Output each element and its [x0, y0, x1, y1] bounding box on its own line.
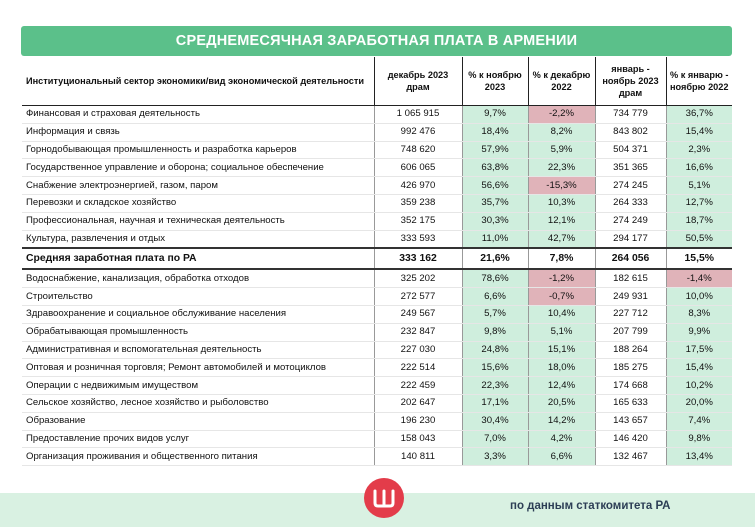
pct-nov-2023: 7,0% — [462, 430, 528, 448]
pct-nov-2023: 30,3% — [462, 212, 528, 230]
jan-nov-2023-value: 188 264 — [595, 341, 666, 359]
sector-name: Государственное управление и оборона; социальное обеспечение — [22, 159, 374, 177]
dec-2023-value: 426 970 — [374, 177, 462, 195]
pct-nov-2023: 6,6% — [462, 288, 528, 306]
dec-2023-value: 272 577 — [374, 288, 462, 306]
table-row — [22, 341, 732, 359]
pct-jan-nov-2022: 5,1% — [666, 177, 732, 195]
pct-dec-2022: 18,0% — [528, 359, 595, 377]
table-header-row — [22, 57, 732, 106]
dec-2023-value: 992 476 — [374, 123, 462, 141]
pct-jan-nov-2022: 15,4% — [666, 359, 732, 377]
table-row — [22, 194, 732, 212]
sector-name: Водоснабжение, канализация, обработка отходов — [22, 269, 374, 287]
jan-nov-2023-value: 264 056 — [595, 248, 666, 269]
column-header-sector: Институциональный сектор экономики/вид экономической деятельности — [22, 57, 374, 106]
pct-jan-nov-2022: -1,4% — [666, 269, 732, 287]
pct-jan-nov-2022: 10,2% — [666, 377, 732, 395]
pct-nov-2023: 18,4% — [462, 123, 528, 141]
dec-2023-value: 352 175 — [374, 212, 462, 230]
pct-jan-nov-2022: 13,4% — [666, 448, 732, 466]
table-row — [22, 377, 732, 395]
pct-dec-2022: 8,2% — [528, 123, 595, 141]
sector-name: Административная и вспомогательная деятельность — [22, 341, 374, 359]
pct-dec-2022: -0,7% — [528, 288, 595, 306]
jan-nov-2023-value: 143 657 — [595, 412, 666, 430]
column-header-pct-jan-nov-2022: % к январю - ноябрю 2022 — [666, 57, 732, 106]
table-row — [22, 123, 732, 141]
page-title: СРЕДНЕМЕСЯЧНАЯ ЗАРАБОТНАЯ ПЛАТА В АРМЕНИИ — [21, 26, 732, 56]
pct-jan-nov-2022: 15,4% — [666, 123, 732, 141]
dec-2023-value: 748 620 — [374, 141, 462, 159]
pct-dec-2022: 5,9% — [528, 141, 595, 159]
pct-dec-2022: 4,2% — [528, 430, 595, 448]
dec-2023-value: 333 593 — [374, 230, 462, 248]
dec-2023-value: 196 230 — [374, 412, 462, 430]
pct-dec-2022: 15,1% — [528, 341, 595, 359]
average-row — [22, 248, 732, 269]
sector-name: Средняя заработная плата по РА — [22, 248, 374, 269]
salary-table — [22, 57, 732, 466]
sector-name: Сельское хозяйство, лесное хозяйство и рыболовство — [22, 394, 374, 412]
pct-nov-2023: 21,6% — [462, 248, 528, 269]
pct-dec-2022: 7,8% — [528, 248, 595, 269]
pct-nov-2023: 24,8% — [462, 341, 528, 359]
pct-jan-nov-2022: 15,5% — [666, 248, 732, 269]
table-row — [22, 212, 732, 230]
pct-jan-nov-2022: 2,3% — [666, 141, 732, 159]
column-header-pct-dec-2022: % к декабрю 2022 — [528, 57, 595, 106]
pct-jan-nov-2022: 7,4% — [666, 412, 732, 430]
pct-jan-nov-2022: 12,7% — [666, 194, 732, 212]
table-row — [22, 230, 732, 248]
sector-name: Информация и связь — [22, 123, 374, 141]
dec-2023-value: 325 202 — [374, 269, 462, 287]
pct-jan-nov-2022: 36,7% — [666, 106, 732, 124]
table-row — [22, 305, 732, 323]
dec-2023-value: 227 030 — [374, 341, 462, 359]
dec-2023-value: 606 065 — [374, 159, 462, 177]
pct-nov-2023: 78,6% — [462, 269, 528, 287]
jan-nov-2023-value: 274 245 — [595, 177, 666, 195]
pct-jan-nov-2022: 17,5% — [666, 341, 732, 359]
table-row — [22, 106, 732, 124]
pct-nov-2023: 15,6% — [462, 359, 528, 377]
dec-2023-value: 140 811 — [374, 448, 462, 466]
pct-nov-2023: 22,3% — [462, 377, 528, 395]
jan-nov-2023-value: 351 365 — [595, 159, 666, 177]
sector-name: Здравоохранение и социальное обслуживание населения — [22, 305, 374, 323]
dec-2023-value: 359 238 — [374, 194, 462, 212]
table-row — [22, 269, 732, 287]
pct-dec-2022: 14,2% — [528, 412, 595, 430]
sector-name: Предоставление прочих видов услуг — [22, 430, 374, 448]
pct-jan-nov-2022: 50,5% — [666, 230, 732, 248]
pct-nov-2023: 56,6% — [462, 177, 528, 195]
pct-nov-2023: 11,0% — [462, 230, 528, 248]
table-row — [22, 177, 732, 195]
table-row — [22, 359, 732, 377]
sector-name: Профессиональная, научная и техническая деятельность — [22, 212, 374, 230]
pct-nov-2023: 35,7% — [462, 194, 528, 212]
table-row — [22, 430, 732, 448]
sector-name: Горнодобывающая промышленность и разработка карьеров — [22, 141, 374, 159]
pct-dec-2022: 12,1% — [528, 212, 595, 230]
column-header-jan-nov-2023: январь - ноябрь 2023 драм — [595, 57, 666, 106]
jan-nov-2023-value: 185 275 — [595, 359, 666, 377]
pct-nov-2023: 30,4% — [462, 412, 528, 430]
dec-2023-value: 222 459 — [374, 377, 462, 395]
sector-name: Финансовая и страховая деятельность — [22, 106, 374, 124]
table-row — [22, 288, 732, 306]
sector-name: Снабжение электроэнергией, газом, паром — [22, 177, 374, 195]
pct-nov-2023: 5,7% — [462, 305, 528, 323]
pct-dec-2022: 12,4% — [528, 377, 595, 395]
pct-dec-2022: 5,1% — [528, 323, 595, 341]
pct-nov-2023: 17,1% — [462, 394, 528, 412]
sector-name: Обрабатывающая промышленность — [22, 323, 374, 341]
pct-dec-2022: 42,7% — [528, 230, 595, 248]
source-note: по данным статкомитета РА — [510, 500, 671, 512]
pct-jan-nov-2022: 20,0% — [666, 394, 732, 412]
brand-logo — [364, 478, 404, 518]
jan-nov-2023-value: 249 931 — [595, 288, 666, 306]
table-row — [22, 394, 732, 412]
table-row — [22, 448, 732, 466]
pct-nov-2023: 57,9% — [462, 141, 528, 159]
jan-nov-2023-value: 174 668 — [595, 377, 666, 395]
pct-dec-2022: 22,3% — [528, 159, 595, 177]
jan-nov-2023-value: 843 802 — [595, 123, 666, 141]
dec-2023-value: 222 514 — [374, 359, 462, 377]
sector-name: Организация проживания и общественного питания — [22, 448, 374, 466]
dec-2023-value: 249 567 — [374, 305, 462, 323]
pct-jan-nov-2022: 8,3% — [666, 305, 732, 323]
pct-dec-2022: -2,2% — [528, 106, 595, 124]
pct-nov-2023: 3,3% — [462, 448, 528, 466]
jan-nov-2023-value: 274 249 — [595, 212, 666, 230]
jan-nov-2023-value: 146 420 — [595, 430, 666, 448]
table-row — [22, 141, 732, 159]
sector-name: Оптовая и розничная торговля; Ремонт автомобилей и мотоциклов — [22, 359, 374, 377]
dec-2023-value: 333 162 — [374, 248, 462, 269]
pct-dec-2022: -1,2% — [528, 269, 595, 287]
jan-nov-2023-value: 207 799 — [595, 323, 666, 341]
dec-2023-value: 232 847 — [374, 323, 462, 341]
pct-jan-nov-2022: 10,0% — [666, 288, 732, 306]
logo-glyph-icon — [371, 485, 397, 511]
column-header-pct-nov-2023: % к ноябрю 2023 — [462, 57, 528, 106]
jan-nov-2023-value: 227 712 — [595, 305, 666, 323]
dec-2023-value: 1 065 915 — [374, 106, 462, 124]
sector-name: Культура, развлечения и отдых — [22, 230, 374, 248]
pct-dec-2022: 10,4% — [528, 305, 595, 323]
jan-nov-2023-value: 182 615 — [595, 269, 666, 287]
pct-nov-2023: 9,8% — [462, 323, 528, 341]
jan-nov-2023-value: 734 779 — [595, 106, 666, 124]
jan-nov-2023-value: 165 633 — [595, 394, 666, 412]
pct-jan-nov-2022: 16,6% — [666, 159, 732, 177]
pct-nov-2023: 9,7% — [462, 106, 528, 124]
dec-2023-value: 158 043 — [374, 430, 462, 448]
pct-dec-2022: 20,5% — [528, 394, 595, 412]
sector-name: Операции с недвижимым имуществом — [22, 377, 374, 395]
sector-name: Строительство — [22, 288, 374, 306]
table-row — [22, 323, 732, 341]
pct-nov-2023: 63,8% — [462, 159, 528, 177]
column-header-dec-2023: декабрь 2023 драм — [374, 57, 462, 106]
pct-dec-2022: -15,3% — [528, 177, 595, 195]
pct-dec-2022: 6,6% — [528, 448, 595, 466]
jan-nov-2023-value: 132 467 — [595, 448, 666, 466]
table-row — [22, 412, 732, 430]
table-row — [22, 159, 732, 177]
pct-jan-nov-2022: 9,8% — [666, 430, 732, 448]
sector-name: Образование — [22, 412, 374, 430]
jan-nov-2023-value: 294 177 — [595, 230, 666, 248]
sector-name: Перевозки и складское хозяйство — [22, 194, 374, 212]
jan-nov-2023-value: 504 371 — [595, 141, 666, 159]
dec-2023-value: 202 647 — [374, 394, 462, 412]
jan-nov-2023-value: 264 333 — [595, 194, 666, 212]
pct-jan-nov-2022: 18,7% — [666, 212, 732, 230]
pct-jan-nov-2022: 9,9% — [666, 323, 732, 341]
pct-dec-2022: 10,3% — [528, 194, 595, 212]
